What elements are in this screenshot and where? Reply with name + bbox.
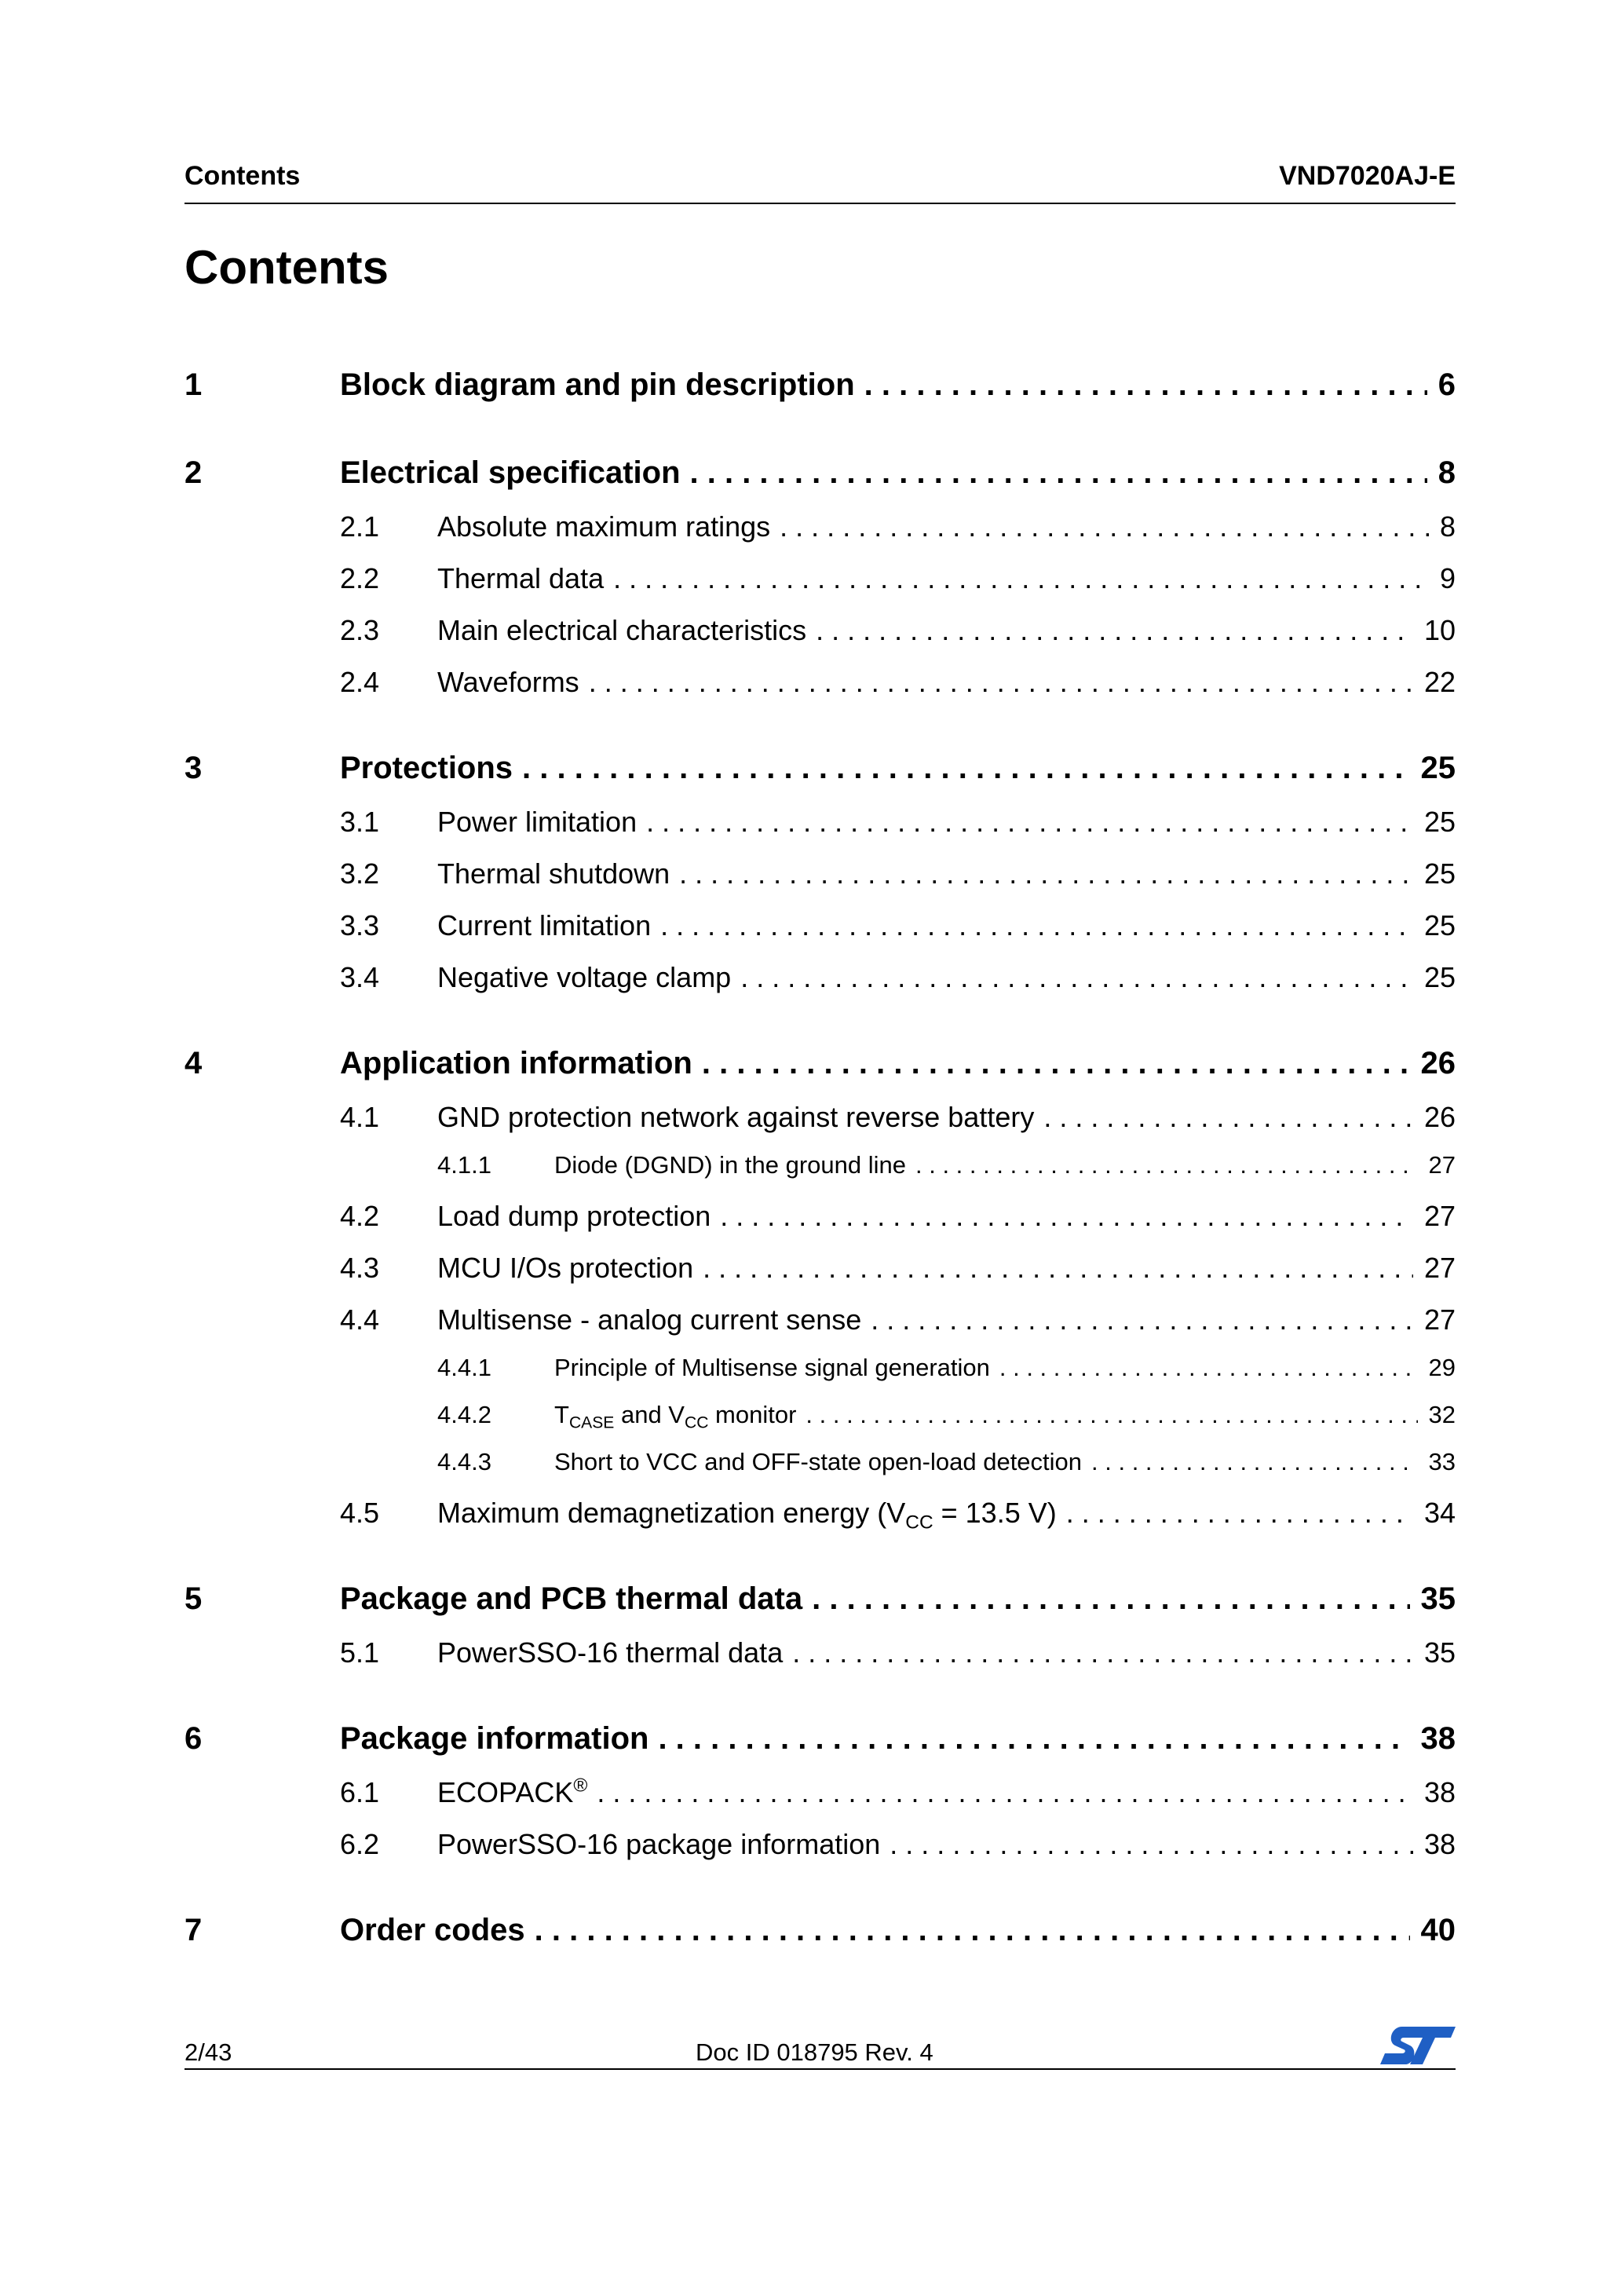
toc-subsection-4-4-1[interactable] bbox=[0, 1354, 1622, 1393]
toc-label bbox=[437, 1497, 1057, 1534]
toc-label: Application information bbox=[340, 1046, 692, 1080]
header-section-name: Contents bbox=[184, 161, 301, 191]
toc-section-4-4[interactable] bbox=[0, 1303, 1622, 1343]
toc-dot-leader bbox=[864, 367, 1427, 403]
toc-label: Thermal data bbox=[437, 562, 605, 594]
toc-section-4-2[interactable] bbox=[0, 1200, 1622, 1239]
toc-label: Diode (DGND) in the ground line bbox=[554, 1151, 906, 1179]
page-title: Contents bbox=[184, 241, 389, 294]
toc-label: Order codes bbox=[340, 1913, 525, 1947]
toc-page-number: 25 bbox=[1423, 909, 1456, 941]
toc-number: 3.1 bbox=[340, 806, 380, 838]
toc-number: 4.4.3 bbox=[437, 1448, 491, 1475]
toc-label: Block diagram and pin description bbox=[340, 367, 855, 402]
toc-label: Main electrical characteristics bbox=[437, 614, 807, 646]
toc-number: 5.1 bbox=[340, 1636, 380, 1669]
toc-label: Multisense - analog current sense bbox=[437, 1303, 862, 1336]
toc-number: 5 bbox=[184, 1581, 203, 1616]
toc-dot-leader bbox=[816, 614, 1413, 647]
toc-label-t-subscript: CASE bbox=[568, 1413, 615, 1432]
st-logo-shape bbox=[1380, 2027, 1456, 2064]
toc-number: 2 bbox=[184, 455, 203, 490]
toc-page-number: 22 bbox=[1423, 666, 1456, 698]
toc-dot-leader bbox=[1091, 1448, 1417, 1476]
toc-subsection-4-1-1[interactable] bbox=[0, 1151, 1622, 1190]
toc-page-number: 9 bbox=[1439, 562, 1456, 594]
toc-subsection-4-4-2[interactable] bbox=[0, 1401, 1622, 1440]
footer-page-number: 2/43 bbox=[184, 2038, 232, 2066]
toc-section-2-4[interactable] bbox=[0, 666, 1622, 705]
toc-page-number: 26 bbox=[1423, 1101, 1456, 1133]
toc-label: MCU I/Os protection bbox=[437, 1252, 694, 1284]
header-rule bbox=[184, 203, 1456, 204]
toc-page-number: 38 bbox=[1423, 1776, 1456, 1808]
toc-dot-leader bbox=[589, 666, 1413, 699]
toc-number: 4.4.1 bbox=[437, 1354, 491, 1381]
toc-section-4-3[interactable] bbox=[0, 1252, 1622, 1291]
toc-number: 1 bbox=[184, 367, 203, 402]
footer-doc-id: Doc ID 018795 Rev. 4 bbox=[696, 2038, 933, 2066]
toc-label: PowerSSO-16 thermal data bbox=[437, 1636, 784, 1669]
toc-label: Protections bbox=[340, 751, 513, 785]
toc-label: PowerSSO-16 package information bbox=[437, 1828, 881, 1860]
toc-dot-leader bbox=[915, 1151, 1418, 1179]
toc-number: 4.1 bbox=[340, 1101, 380, 1133]
toc-dot-leader bbox=[780, 510, 1429, 543]
toc-page-number: 10 bbox=[1423, 614, 1456, 646]
toc-label: Load dump protection bbox=[437, 1200, 711, 1232]
toc-label-pre: Maximum demagnetization energy (V bbox=[437, 1497, 906, 1529]
toc-dot-leader bbox=[658, 1721, 1409, 1757]
toc-label: GND protection network against reverse battery bbox=[437, 1101, 1035, 1133]
toc-page-number: 33 bbox=[1428, 1448, 1456, 1475]
st-logo-icon bbox=[1380, 2024, 1456, 2067]
toc-number: 6.1 bbox=[340, 1776, 380, 1808]
toc-number: 2.3 bbox=[340, 614, 380, 646]
toc-section-3-1[interactable] bbox=[0, 806, 1622, 845]
toc-section-2-2[interactable] bbox=[0, 562, 1622, 601]
toc-page-number: 25 bbox=[1423, 806, 1456, 838]
toc-dot-leader bbox=[999, 1354, 1418, 1382]
toc-number: 4.3 bbox=[340, 1252, 380, 1284]
toc-label: Current limitation bbox=[437, 909, 652, 941]
toc-page-number: 38 bbox=[1423, 1828, 1456, 1860]
toc-label: Package information bbox=[340, 1721, 649, 1756]
toc-label: Thermal shutdown bbox=[437, 857, 670, 890]
toc-dot-leader bbox=[1066, 1497, 1413, 1530]
registered-trademark-sign: ® bbox=[573, 1775, 588, 1797]
toc-number: 3.3 bbox=[340, 909, 380, 941]
toc-chapter-2[interactable] bbox=[0, 455, 1622, 495]
toc-section-6-1[interactable] bbox=[0, 1776, 1622, 1815]
toc-chapter-5[interactable] bbox=[0, 1581, 1622, 1621]
toc-section-2-1[interactable] bbox=[0, 510, 1622, 550]
toc-section-3-4[interactable] bbox=[0, 961, 1622, 1000]
toc-page-number: 25 bbox=[1423, 857, 1456, 890]
toc-chapter-3[interactable] bbox=[0, 751, 1622, 790]
toc-label: Power limitation bbox=[437, 806, 637, 838]
toc-number: 3 bbox=[184, 751, 203, 785]
toc-number: 2.1 bbox=[340, 510, 380, 543]
toc-page-number: 35 bbox=[1420, 1581, 1456, 1616]
toc-dot-leader bbox=[522, 751, 1409, 786]
toc-label: Absolute maximum ratings bbox=[437, 510, 771, 543]
toc-number: 4.4 bbox=[340, 1303, 380, 1336]
toc-chapter-6[interactable] bbox=[0, 1721, 1622, 1760]
toc-dot-leader bbox=[702, 1046, 1410, 1081]
toc-dot-leader bbox=[890, 1828, 1413, 1861]
toc-section-6-2[interactable] bbox=[0, 1828, 1622, 1867]
toc-section-4-1[interactable] bbox=[0, 1101, 1622, 1140]
toc-page-number: 27 bbox=[1428, 1151, 1456, 1179]
toc-number: 4 bbox=[184, 1046, 203, 1080]
toc-page-number: 8 bbox=[1438, 455, 1456, 490]
toc-dot-leader bbox=[613, 562, 1429, 595]
toc-dot-leader bbox=[703, 1252, 1413, 1285]
toc-section-3-3[interactable] bbox=[0, 909, 1622, 949]
toc-page-number: 34 bbox=[1423, 1497, 1456, 1529]
toc-number: 6.2 bbox=[340, 1828, 380, 1860]
toc-page-number: 6 bbox=[1438, 367, 1456, 402]
toc-number: 6 bbox=[184, 1721, 203, 1756]
footer-rule bbox=[184, 2068, 1456, 2070]
toc-page-number: 38 bbox=[1420, 1721, 1456, 1756]
toc-dot-leader bbox=[597, 1776, 1413, 1809]
toc-dot-leader bbox=[806, 1401, 1417, 1429]
toc-label-and-v: and V bbox=[614, 1401, 685, 1428]
toc-chapter-7[interactable] bbox=[0, 1913, 1622, 1952]
toc-page-number: 8 bbox=[1439, 510, 1456, 543]
toc-label-subscript: CC bbox=[905, 1512, 933, 1534]
toc-page-number: 25 bbox=[1420, 751, 1456, 785]
toc-chapter-4[interactable] bbox=[0, 1046, 1622, 1085]
toc-label: Waveforms bbox=[437, 666, 579, 698]
toc-dot-leader bbox=[690, 455, 1427, 491]
toc-dot-leader bbox=[740, 961, 1413, 994]
header-document-title: VND7020AJ-E bbox=[1279, 161, 1456, 191]
toc-label: Principle of Multisense signal generation bbox=[554, 1354, 990, 1381]
toc-dot-leader bbox=[646, 806, 1413, 839]
toc-number: 4.2 bbox=[340, 1200, 380, 1232]
toc-section-5-1[interactable] bbox=[0, 1636, 1622, 1676]
toc-label: Electrical specification bbox=[340, 455, 681, 490]
toc-dot-leader bbox=[1043, 1101, 1413, 1134]
toc-page-number: 26 bbox=[1420, 1046, 1456, 1080]
toc-number: 3.2 bbox=[340, 857, 380, 890]
toc-section-3-2[interactable] bbox=[0, 857, 1622, 897]
toc-label-post: = 13.5 V) bbox=[933, 1497, 1057, 1529]
toc-dot-leader bbox=[812, 1581, 1409, 1617]
toc-page-number: 27 bbox=[1423, 1252, 1456, 1284]
toc-dot-leader bbox=[660, 909, 1413, 942]
toc-page-number: 32 bbox=[1428, 1401, 1456, 1428]
toc-dot-leader bbox=[792, 1636, 1413, 1669]
toc-page-number: 35 bbox=[1423, 1636, 1456, 1669]
toc-number: 4.4.2 bbox=[437, 1401, 491, 1428]
toc-page-number: 25 bbox=[1423, 961, 1456, 993]
toc-dot-leader bbox=[720, 1200, 1413, 1233]
toc-dot-leader bbox=[679, 857, 1413, 890]
toc-page-number: 27 bbox=[1423, 1303, 1456, 1336]
toc-number: 3.4 bbox=[340, 961, 380, 993]
toc-number: 2.4 bbox=[340, 666, 380, 698]
toc-page-number: 40 bbox=[1420, 1913, 1456, 1947]
toc-subsection-4-4-3[interactable] bbox=[0, 1448, 1622, 1487]
toc-label: Package and PCB thermal data bbox=[340, 1581, 803, 1616]
toc-label: Short to VCC and OFF-state open-load detection bbox=[554, 1448, 1083, 1475]
toc-label bbox=[554, 1401, 797, 1432]
toc-section-4-5[interactable] bbox=[0, 1497, 1622, 1536]
toc-dot-leader bbox=[535, 1913, 1410, 1948]
toc-number: 2.2 bbox=[340, 562, 380, 594]
toc-number: 7 bbox=[184, 1913, 203, 1947]
toc-label-t: T bbox=[554, 1401, 569, 1428]
toc-label: Negative voltage clamp bbox=[437, 961, 732, 993]
toc-label-monitor: monitor bbox=[708, 1401, 797, 1428]
toc-label-v-subscript: CC bbox=[684, 1413, 709, 1432]
toc-page-number: 27 bbox=[1423, 1200, 1456, 1232]
toc-dot-leader bbox=[871, 1303, 1413, 1336]
toc-label bbox=[437, 1776, 587, 1809]
toc-section-2-3[interactable] bbox=[0, 614, 1622, 653]
toc-label-text: ECOPACK bbox=[437, 1776, 574, 1808]
toc-number: 4.5 bbox=[340, 1497, 380, 1529]
toc-number: 4.1.1 bbox=[437, 1151, 491, 1179]
toc-chapter-1[interactable] bbox=[0, 367, 1622, 407]
toc-page-number: 29 bbox=[1428, 1354, 1456, 1381]
